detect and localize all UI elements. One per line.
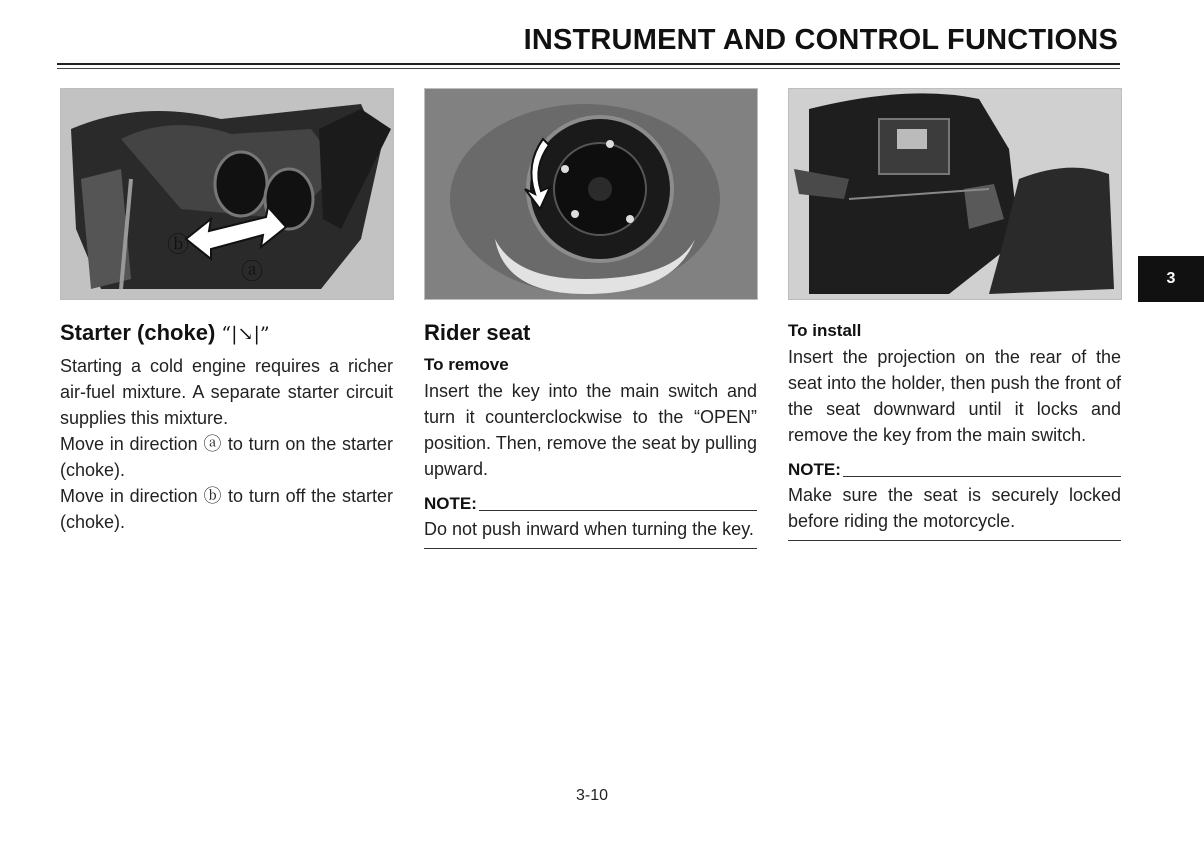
page-number: 3-10 bbox=[575, 787, 609, 804]
starter-paragraph-1: Starting a cold engine requires a richer air-fuel mixture. A separate starter circuit supplies this mixture. bbox=[60, 356, 393, 428]
starter-choke-section bbox=[60, 318, 393, 535]
seat-install-photo bbox=[788, 88, 1122, 300]
note-rule bbox=[843, 476, 1121, 477]
header-rule-thin bbox=[57, 68, 1120, 69]
header-rule-thick bbox=[57, 63, 1120, 65]
install-note-box bbox=[788, 458, 1121, 541]
to-remove-text: Insert the key into the main switch and turn it counterclockwise to the “OPEN” position. Then, remove the seat by pulling upward. bbox=[424, 381, 757, 479]
starter-choke-symbol: “|↘|” bbox=[221, 323, 270, 345]
remove-note-box bbox=[424, 492, 757, 549]
note-label: NOTE: bbox=[788, 460, 841, 479]
direction-a-callout: ⓐ bbox=[241, 260, 264, 285]
direction-b-callout: ⓑ bbox=[167, 233, 190, 258]
note-label: NOTE: bbox=[424, 494, 477, 513]
starter-paragraph-3: Move in direction ⓑ to turn off the starter (choke). bbox=[60, 486, 393, 532]
starter-choke-heading bbox=[60, 318, 393, 349]
main-switch-photo bbox=[424, 88, 758, 300]
starter-choke-photo bbox=[60, 88, 394, 300]
rider-seat-section bbox=[424, 318, 757, 549]
remove-note-text: Do not push inward when turning the key. bbox=[424, 519, 754, 539]
to-install-text: Insert the projection on the rear of the seat into the holder, then push the front of the seat downward until it locks and remove the key from the main switch. bbox=[788, 347, 1121, 445]
starter-paragraph-2: Move in direction ⓐ to turn on the starter (choke). bbox=[60, 434, 393, 480]
to-install-section bbox=[788, 318, 1121, 541]
chapter-tab: 3 bbox=[1138, 256, 1204, 302]
to-install-heading: To install bbox=[788, 321, 862, 340]
page-header-title: INSTRUMENT AND CONTROL FUNCTIONS bbox=[523, 24, 1118, 56]
note-rule bbox=[479, 510, 757, 511]
note-end-rule bbox=[424, 548, 757, 549]
to-remove-heading: To remove bbox=[424, 355, 509, 374]
install-note-text: Make sure the seat is securely locked before riding the motorcycle. bbox=[788, 485, 1121, 531]
note-end-rule bbox=[788, 540, 1121, 541]
rider-seat-title: Rider seat bbox=[424, 320, 531, 345]
starter-choke-title: Starter (choke) bbox=[60, 320, 216, 345]
